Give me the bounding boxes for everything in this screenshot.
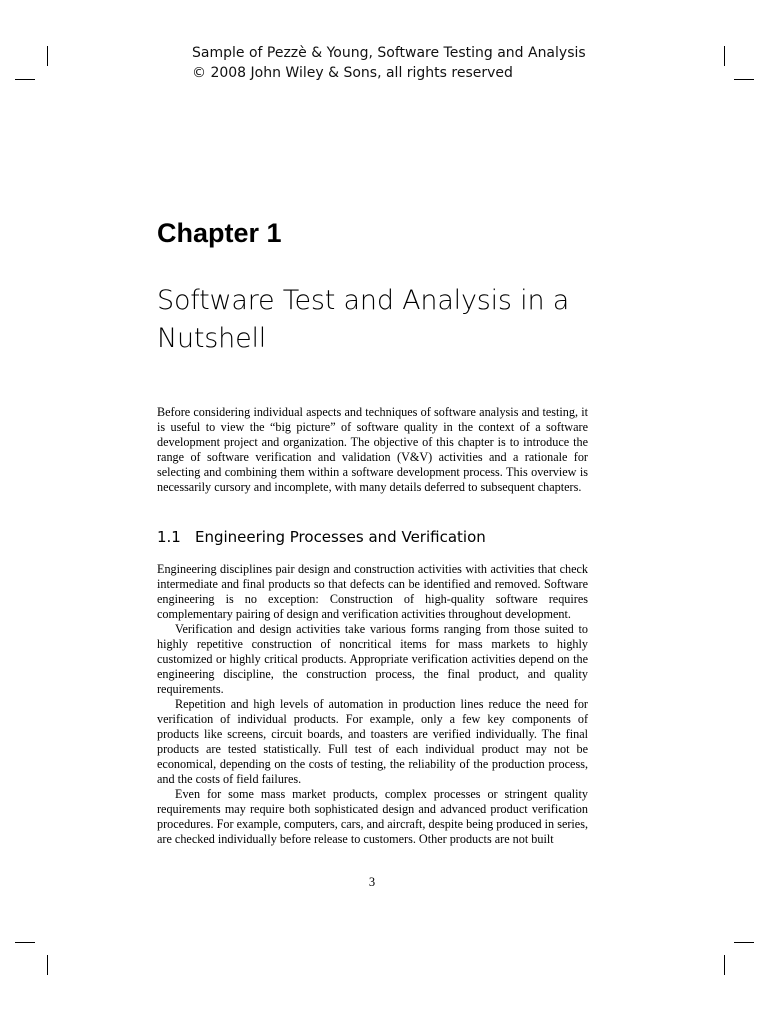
- crop-mark-top-right-horizontal: [734, 79, 754, 80]
- section-heading: [157, 528, 486, 546]
- section-body: [157, 562, 588, 847]
- crop-mark-bottom-right-vertical: [724, 955, 725, 975]
- section-title: Engineering Processes and Verification: [195, 528, 486, 546]
- section-number: 1.1: [157, 528, 181, 546]
- chapter-title: Software Test and Analysis in a Nutshell: [157, 285, 570, 354]
- section-paragraph: Engineering disciplines pair design and construction activities with activities that check intermediate and final products so that defects can be identified and removed. Software engineering is no exception: Construction of high-quality software requires complementary pairing of design and verification activities throughout development.: [157, 562, 588, 621]
- header-line-2: © 2008 John Wiley & Sons, all rights reserved: [192, 65, 513, 81]
- crop-mark-top-left-horizontal: [15, 79, 35, 80]
- header-line-1: Sample of Pezzè & Young, Software Testing and Analysis: [192, 45, 586, 61]
- crop-mark-top-left-vertical: [47, 46, 48, 66]
- section-paragraph: Even for some mass market products, complex processes or stringent quality requirements may require both sophisticated design and advanced product verification procedures. For example, computers, cars, and aircraft, despite being produced in series, are checked individually before release to customers. Other products are not built: [157, 787, 588, 846]
- page-header: [192, 43, 586, 83]
- crop-mark-top-right-vertical: [724, 46, 725, 66]
- section-paragraph: Verification and design activities take various forms ranging from those suited to highly repetitive construction of noncritical items for mass markets to highly customized or highly critical products. Appropriate verification activities depend on the engineering discipline, the construction process, the final product, and quality requirements.: [157, 622, 588, 696]
- crop-mark-bottom-right-horizontal: [734, 942, 754, 943]
- crop-mark-bottom-left-vertical: [47, 955, 48, 975]
- chapter-label: Chapter 1: [157, 218, 282, 248]
- intro-paragraph: Before considering individual aspects and techniques of software analysis and testing, it is useful to view the “big picture” of software quality in the context of a software development project and organization. The objective of this chapter is to introduce the range of software verification and validation (V&V) activities and a rationale for selecting and combining them within a software development process. This overview is necessarily cursory and incomplete, with many details deferred to subsequent chapters.: [157, 405, 588, 494]
- page-number: 3: [368, 875, 376, 889]
- section-paragraph: Repetition and high levels of automation in production lines reduce the need for verification of individual products. For example, only a few key components of products like screens, circuit boards, and toasters are verified individually. The final products are tested statistically. Full test of each individual product may not be economical, depending on the costs of testing, the reliability of the production process, and the costs of field failures.: [157, 697, 588, 786]
- crop-mark-bottom-left-horizontal: [15, 942, 35, 943]
